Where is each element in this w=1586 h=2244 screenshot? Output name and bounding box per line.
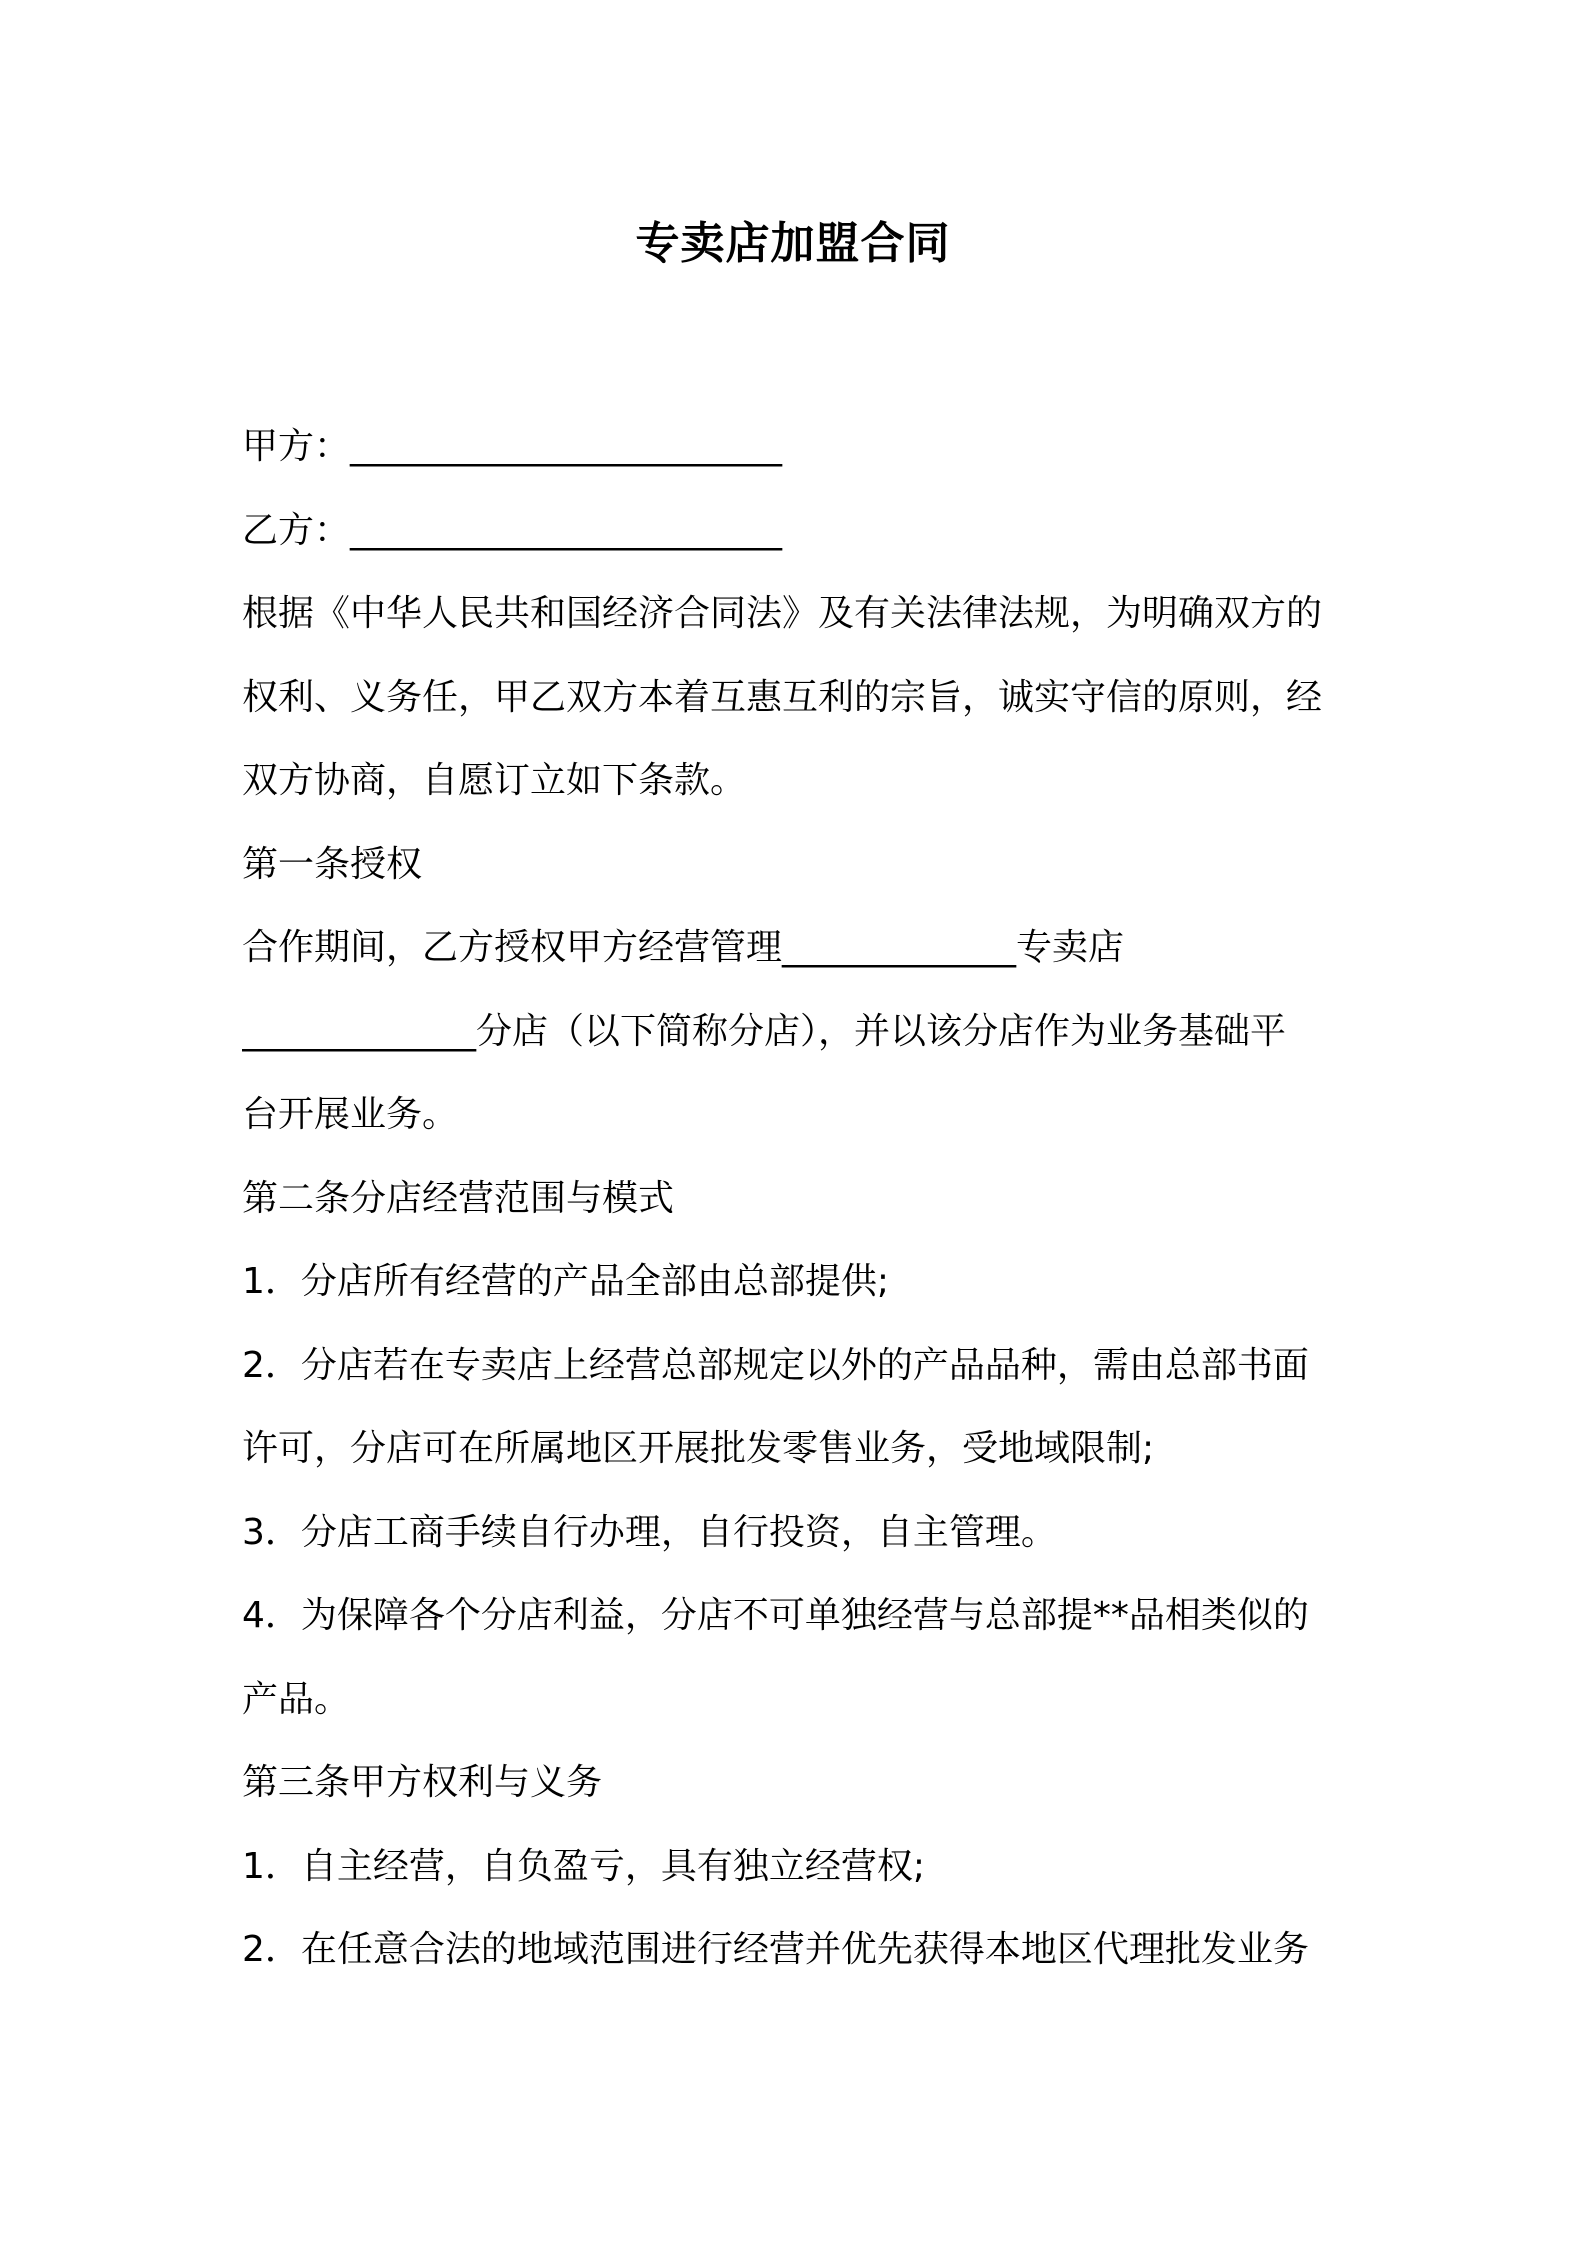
article-2-heading: 第二条分店经营范围与模式 (242, 1177, 675, 1219)
article-2-item-3: 3．分店工商手续自行办理，自行投资，自主管理。 (242, 1511, 1057, 1553)
article-2-item-4-line-1: 4．为保障各个分店利益，分店不可单独经营与总部提**品相类似的 (242, 1595, 1309, 1636)
article-2-item-4-line-2: 产品。 (242, 1678, 351, 1720)
article-3-heading: 第三条甲方权利与义务 (242, 1762, 603, 1803)
document-title: 专卖店加盟合同 (635, 218, 951, 269)
article-1-heading: 第一条授权 (242, 843, 423, 885)
article-2-item-1: 1．分店所有经营的产品全部由总部提供; (242, 1261, 890, 1302)
article-1-line-2: _____________分店（以下简称分店），并以该分店作为业务基础平 (242, 1010, 1287, 1052)
party-a-line: 甲方：________________________ (242, 426, 783, 467)
preamble-line-1: 根据《中华人民共和国经济合同法》及有关法律法规，为明确双方的 (242, 593, 1323, 634)
party-b-line: 乙方：________________________ (242, 509, 783, 551)
article-3-item-1: 1．自主经营，自负盈亏，具有独立经营权; (242, 1845, 926, 1887)
preamble-line-2: 权利、义务任，甲乙双方本着互惠互利的宗旨，诚实守信的原则，经 (242, 676, 1323, 718)
article-3-item-2: 2．在任意合法的地域范围进行经营并优先获得本地区代理批发业务 (242, 1929, 1309, 1970)
article-1-line-3: 台开展业务。 (242, 1094, 459, 1135)
article-2-item-2-line-1: 2．分店若在专卖店上经营总部规定以外的产品品种，需由总部书面 (242, 1344, 1309, 1386)
article-1-line-1: 合作期间，乙方授权甲方经营管理_____________专卖店 (242, 927, 1125, 968)
preamble-line-3: 双方协商，自愿订立如下条款。 (242, 760, 747, 801)
article-2-item-2-line-2: 许可，分店可在所属地区开展批发零售业务，受地域限制; (242, 1428, 1155, 1469)
document-body (242, 405, 1362, 1992)
